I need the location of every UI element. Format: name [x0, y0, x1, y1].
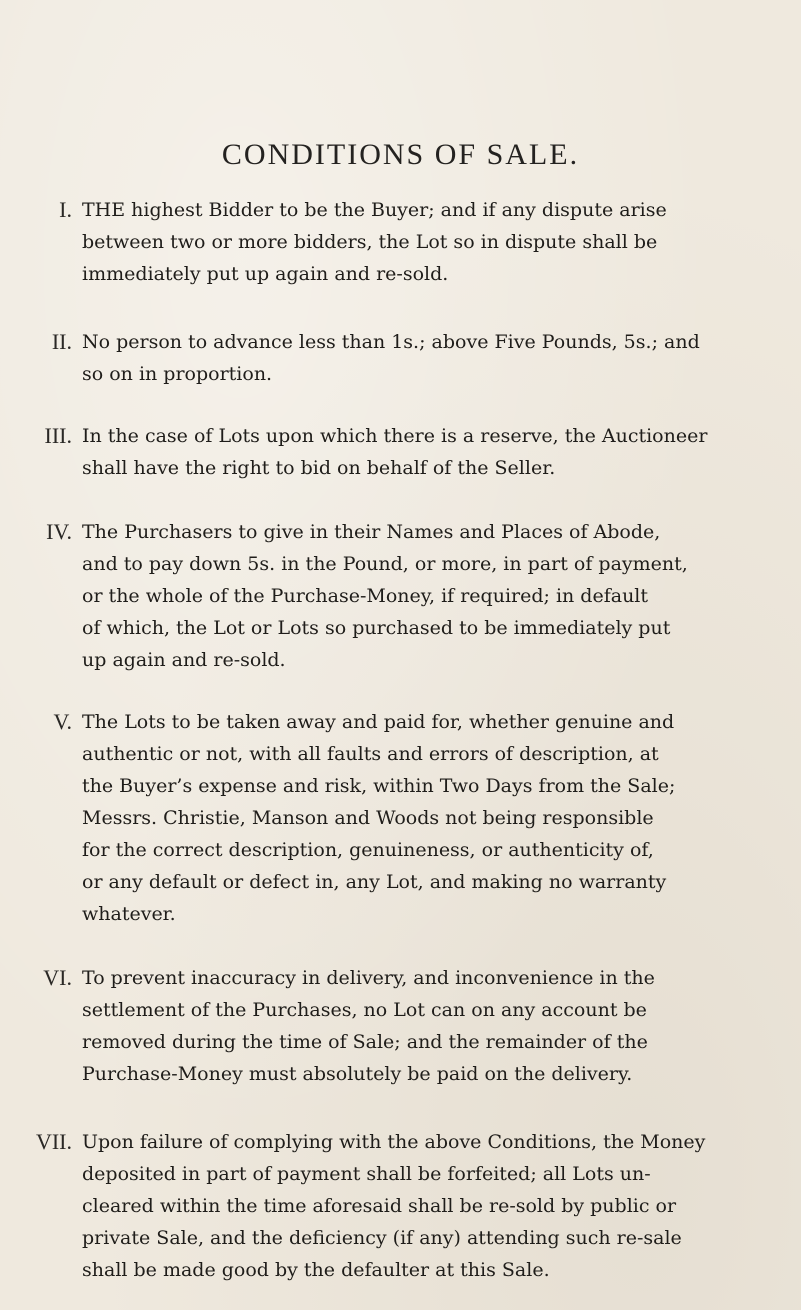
condition-line: The Lots to be taken away and paid for, whether genuine and	[82, 711, 675, 733]
condition-line: the Buyer’s expense and risk, within Two Days from the Sale;	[82, 775, 676, 797]
condition-numeral: I.	[59, 197, 72, 222]
condition-line: deposited in part of payment shall be forfeited; all Lots un-	[82, 1163, 651, 1185]
condition-text	[82, 1126, 782, 1286]
condition-text	[82, 420, 782, 484]
condition-text	[82, 962, 782, 1090]
condition-line: The Purchasers to give in their Names and Places of Abode,	[82, 521, 661, 543]
condition-line: shall be made good by the defaulter at this Sale.	[82, 1259, 550, 1281]
page-title: CONDITIONS OF SALE.	[221, 138, 580, 171]
condition-line: whatever.	[82, 903, 176, 925]
condition-line: cleared within the time aforesaid shall be re-sold by public or	[82, 1195, 677, 1217]
condition-line: of which, the Lot or Lots so purchased to be immediately put	[82, 617, 671, 639]
condition-line: and to pay down 5s. in the Pound, or more, in part of payment,	[82, 553, 688, 575]
condition-text	[82, 326, 782, 390]
condition-line: THE highest Bidder to be the Buyer; and if any dispute arise	[82, 199, 667, 221]
condition-line: authentic or not, with all faults and errors of description, at	[82, 743, 659, 765]
condition-text	[82, 194, 782, 290]
condition-line: or any default or defect in, any Lot, and making no warranty	[82, 871, 667, 893]
condition-line: Upon failure of complying with the above Conditions, the Money	[82, 1131, 706, 1153]
condition-line: so on in proportion.	[82, 363, 273, 385]
condition-line: immediately put up again and re-sold.	[82, 263, 449, 285]
condition-numeral: V.	[53, 709, 72, 734]
condition-line: up again and re-sold.	[82, 649, 286, 671]
condition-line: To prevent inaccuracy in delivery, and inconvenience in the	[82, 967, 655, 989]
condition-numeral: VII.	[35, 1129, 72, 1154]
condition-numeral: III.	[44, 423, 72, 448]
condition-line: removed during the time of Sale; and the remainder of the	[82, 1031, 648, 1053]
condition-text	[82, 516, 782, 676]
condition-line: Purchase-Money must absolutely be paid on the delivery.	[82, 1063, 633, 1085]
condition-line: for the correct description, genuineness, or authenticity of,	[82, 839, 654, 861]
condition-text	[82, 706, 782, 930]
condition-line: shall have the right to bid on behalf of the Seller.	[82, 457, 556, 479]
condition-line: between two or more bidders, the Lot so in dispute shall be	[82, 231, 658, 253]
condition-line: or the whole of the Purchase-Money, if required; in default	[82, 585, 649, 607]
condition-numeral: IV.	[46, 519, 72, 544]
condition-line: private Sale, and the deficiency (if any) attending such re-sale	[82, 1227, 682, 1249]
condition-line: No person to advance less than 1s.; above Five Pounds, 5s.; and	[82, 331, 700, 353]
condition-numeral: VI.	[43, 965, 72, 990]
condition-line: settlement of the Purchases, no Lot can on any account be	[82, 999, 647, 1021]
condition-line: In the case of Lots upon which there is a reserve, the Auctioneer	[82, 425, 708, 447]
condition-numeral: II.	[51, 329, 72, 354]
condition-line: Messrs. Christie, Manson and Woods not being responsible	[82, 807, 654, 829]
